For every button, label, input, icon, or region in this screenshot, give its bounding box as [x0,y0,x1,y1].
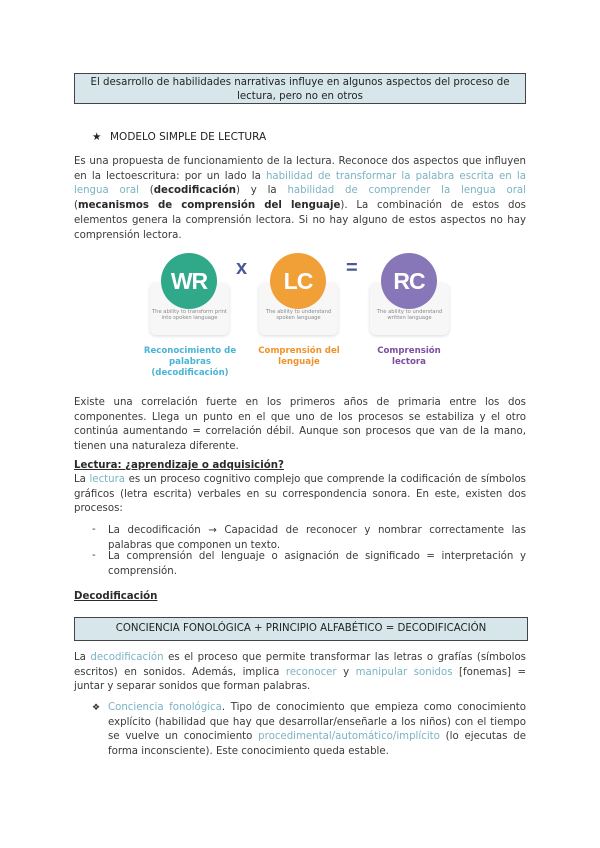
equals-operator: = [346,257,358,279]
equation-box: CONCIENCIA FONOLÓGICA + PRINCIPIO ALFABÉTICO = DECODIFICACIÓN [74,617,528,641]
list-item: La comprensión del lenguaje o asignación de significado = interpretación y comprensión. [108,551,526,577]
rc-description: The ability to understand written language [376,309,443,322]
list-item: La decodificación → Capacidad de reconocer y nombrar correctamente las palabras que componen un texto. [108,525,526,551]
list-dash: - [92,550,96,561]
list-dash: - [92,524,96,535]
times-operator: x [236,257,248,279]
wr-description: The ability to transform print into spoken language [152,309,227,322]
section-title-box: El desarrollo de habilidades narrativas influye en algunos aspectos del proceso de lectura, pero no en otros [74,73,526,104]
decodificacion-paragraph: La decodificación es el proceso que permite transformar las letras o grafías (símbolos escritos) en sonidos. Además, implica reconocer y manipular sonidos [fonemas] = juntar y separar sonidos que forman palabras. [74,652,526,693]
wr-caption: Reconocimiento de palabras (decodificación) [143,346,237,378]
star-bullet-icon: ★ [92,131,102,143]
lectura-paragraph: La lectura es un proceso cognitivo complejo que comprende la codificación de símbolos gráficos (letra escrita) verbales en su correspondencia sonora. En este, existen dos procesos: [74,474,526,515]
lc-caption: Comprensión del lenguaje [258,346,340,367]
correlation-paragraph: Existe una correlación fuerte en los primeros años de primaria entre los dos componentes. Llega un punto en el que uno de los procesos se estabiliza y el otro continúa aumentando = correlación débil. Aunque son procesos que van de la mano, tienen una naturaleza diferente. [74,397,526,453]
model-title: MODELO SIMPLE DE LECTURA [110,131,267,143]
lectura-heading: Lectura: ¿aprendizaje o adquisición? [74,460,284,471]
rc-circle: RC [381,253,437,309]
lc-circle: LC [270,253,326,309]
conciencia-paragraph: Conciencia fonológica. Tipo de conocimiento que empieza como conocimiento explícito (habilidad que hay que desarrollar/enseñarle a los niños) con el tiempo se vuelve un conocimiento procedimental/automático/implícito (lo ejecutas de forma inconsciente). Este conocimiento queda estable. [108,702,526,758]
diamond-bullet-icon: ❖ [92,703,101,713]
rc-caption: Comprensión lectora [377,346,441,367]
intro-paragraph: Es una propuesta de funcionamiento de la lectura. Reconoce dos aspectos que influyen en la lectoescritura: por un lado la habilidad de transformar la palabra escrita en la lengua oral (decodificación) y la habilidad de comprender la lengua oral (mecanismos de comprensión del lenguaje). La combinación de estos dos elementos genera la comprensión lectora. Si no hay alguno de estos aspectos no hay comprensión lectora. [74,156,526,241]
wr-circle: WR [161,253,217,309]
decodificacion-heading: Decodificación [74,591,158,602]
lc-description: The ability to understand spoken language [265,309,332,322]
